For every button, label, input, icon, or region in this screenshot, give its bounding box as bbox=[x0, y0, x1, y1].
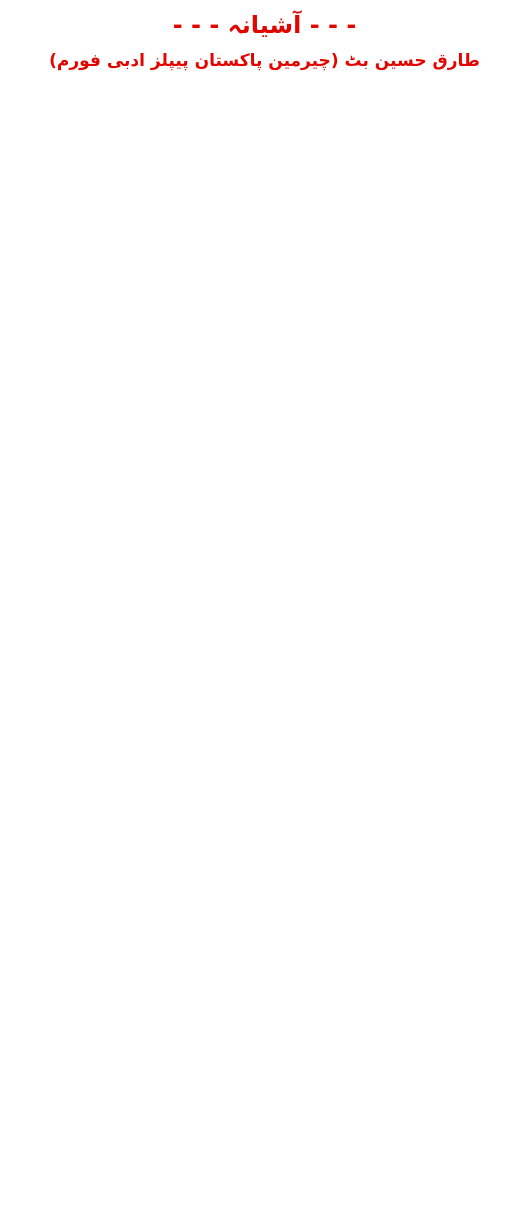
article-line bbox=[6, 348, 523, 374]
article-line bbox=[6, 400, 523, 426]
article-line bbox=[6, 86, 523, 112]
article-line bbox=[6, 874, 523, 900]
article-line bbox=[6, 165, 523, 191]
article-line bbox=[6, 138, 523, 164]
article-line bbox=[6, 1109, 523, 1135]
article-line bbox=[6, 769, 523, 795]
article-line bbox=[6, 426, 523, 452]
article-line bbox=[6, 112, 523, 138]
article-line bbox=[6, 688, 523, 714]
article-line bbox=[6, 610, 523, 636]
article-line bbox=[6, 374, 523, 400]
article-line bbox=[6, 636, 523, 662]
article-line bbox=[6, 505, 523, 531]
author-byline: طارق حسین بٹ (چیرمین پاکستان پیپلز ادبی فورم) bbox=[49, 51, 480, 71]
article-line bbox=[6, 821, 523, 847]
article-line bbox=[6, 1005, 523, 1031]
article-line bbox=[6, 662, 523, 688]
article-line bbox=[6, 557, 523, 583]
article-line bbox=[6, 926, 523, 952]
article-line bbox=[6, 1057, 523, 1083]
article-body bbox=[6, 86, 523, 1214]
article-line bbox=[6, 243, 523, 269]
article-line bbox=[6, 847, 523, 873]
article-line bbox=[6, 322, 523, 348]
article-line bbox=[6, 978, 523, 1004]
article-line bbox=[6, 217, 523, 243]
article-line bbox=[6, 269, 523, 295]
article-title: - - - آشیانہ - - - bbox=[172, 11, 357, 39]
article-line bbox=[6, 584, 523, 610]
article-line bbox=[6, 191, 523, 217]
article-line bbox=[6, 531, 523, 557]
article-line bbox=[6, 795, 523, 821]
article-line bbox=[6, 1031, 523, 1057]
article-line bbox=[6, 741, 523, 767]
article-line bbox=[6, 1188, 523, 1214]
article-line bbox=[6, 453, 523, 479]
article-header bbox=[6, 6, 523, 86]
article-line bbox=[6, 1136, 523, 1162]
article-line bbox=[6, 952, 523, 978]
article-line bbox=[6, 479, 523, 505]
article-line bbox=[6, 900, 523, 926]
article-line bbox=[6, 1083, 523, 1109]
article-line bbox=[6, 715, 523, 741]
article-line bbox=[6, 296, 523, 322]
article-line bbox=[6, 1162, 523, 1188]
